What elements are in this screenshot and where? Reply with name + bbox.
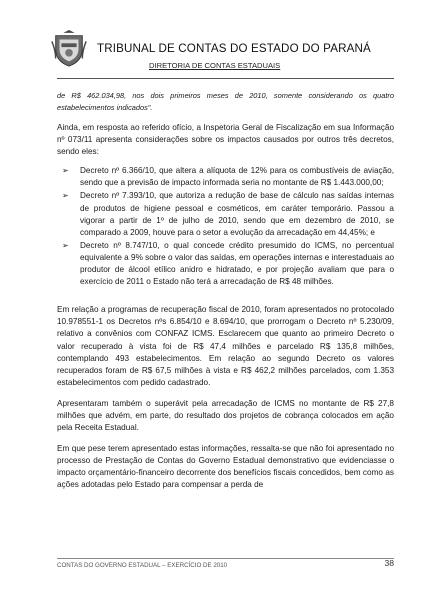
arrow-bullet-icon: ➢ (62, 240, 69, 250)
page-number: 38 (384, 558, 394, 568)
footer-divider (57, 558, 394, 559)
footer-label: CONTAS DO GOVERNO ESTADUAL – EXERCÍCIO DE 2010 (57, 562, 228, 569)
header-title: TRIBUNAL DE CONTAS DO ESTADO DO PARANÁ (97, 42, 371, 55)
quote-continuation: de R$ 462.034,98, nos dois primeiros meses de 2010, somente considerando os quatro estabelecimentos indicados". (57, 91, 394, 112)
surplus-paragraph: Apresentaram também o superávit pela arrecadação de ICMS no montante de R$ 27,8 milhões que advém, em parte, do resultado dos projetos de cobrança colocados em ação pela Receita Estadual. (57, 398, 394, 433)
arrow-bullet-icon: ➢ (62, 191, 69, 201)
arrow-bullet-icon: ➢ (62, 166, 69, 176)
list-item (57, 240, 394, 288)
decree-list (57, 165, 394, 288)
final-paragraph: Em que pese terem apresentado estas informações, ressalta-se que não foi apresentado no processo de Prestação de Contas do Governo Estadual demonstrativo que evidenciasse o impacto orçamentário-financeiro decorrente dos benefícios fiscais concedidos, bem como as ações adotadas pelo Estado para compensar a perda de (57, 444, 394, 490)
header-subtitle: DIRETORIA DE CONTAS ESTADUAIS (149, 61, 281, 70)
list-item (57, 190, 394, 238)
document-body (57, 90, 394, 492)
list-item-text: Decreto nº 7.393/10, que autoriza a redução de base de cálculo nas saídas internas de produtos de higiene pessoal e cosméticos, em caráter temporário. Passou a vigorar a partir de 1º de julho de 2010, sendo que em dezembro de 2010, se comparado a 2009, houve para o setor a evolução da arrecadação em 44,45%; e (80, 191, 394, 237)
list-item-text: Decreto nº 6.366/10, que altera a alíquota de 12% para os combustíveis de aviação, sendo que a previsão de impacto informada seria no montante de R$ 1.443.000,00; (80, 166, 394, 188)
list-item (57, 165, 394, 189)
coat-of-arms-icon (50, 30, 88, 68)
intro-paragraph: Ainda, em resposta ao referido ofício, a Inspetoria Geral de Fiscalização em sua Informação nº 073/11 apresenta considerações sobre os impactos causados por outros três decretos, sendo eles: (57, 123, 394, 157)
header-divider (57, 78, 394, 79)
list-item-text: Decreto nº 8.747/10, o qual concede crédito presumido do ICMS, no percentual equivalente a 9% sobre o valor das saídas, em operações internas e interestaduais ao produtor de álcool etílico anidro e hidratado, e por projeção avaliam que para o exercício de 2011 o Estado não terá a arrecadação de R$ 48 milhões. (80, 240, 394, 287)
recovery-programs-paragraph: Em relação a programas de recuperação fiscal de 2010, foram apresentados no protocolado 10.978551-1 os Decretos nºs 6.854/10 e 8.694/10, que prorrogam o Decreto nº 5.230/09, relativo a convênios com CONFAZ ICMS. Esclarecem que quanto ao primeiro Decreto o valor recuperado à vista foi de R$ 47,4 milhões e parcelado R$ 135,8 milhões, contemplando 493 estabelecimentos. Em relação ao segundo Decreto os valores recuperados foram de R$ 67,5 milhões à vista e R$ 462,2 milhões parcelados, com 1.353 estabelecimentos com pedido cadastrado. (57, 305, 394, 387)
